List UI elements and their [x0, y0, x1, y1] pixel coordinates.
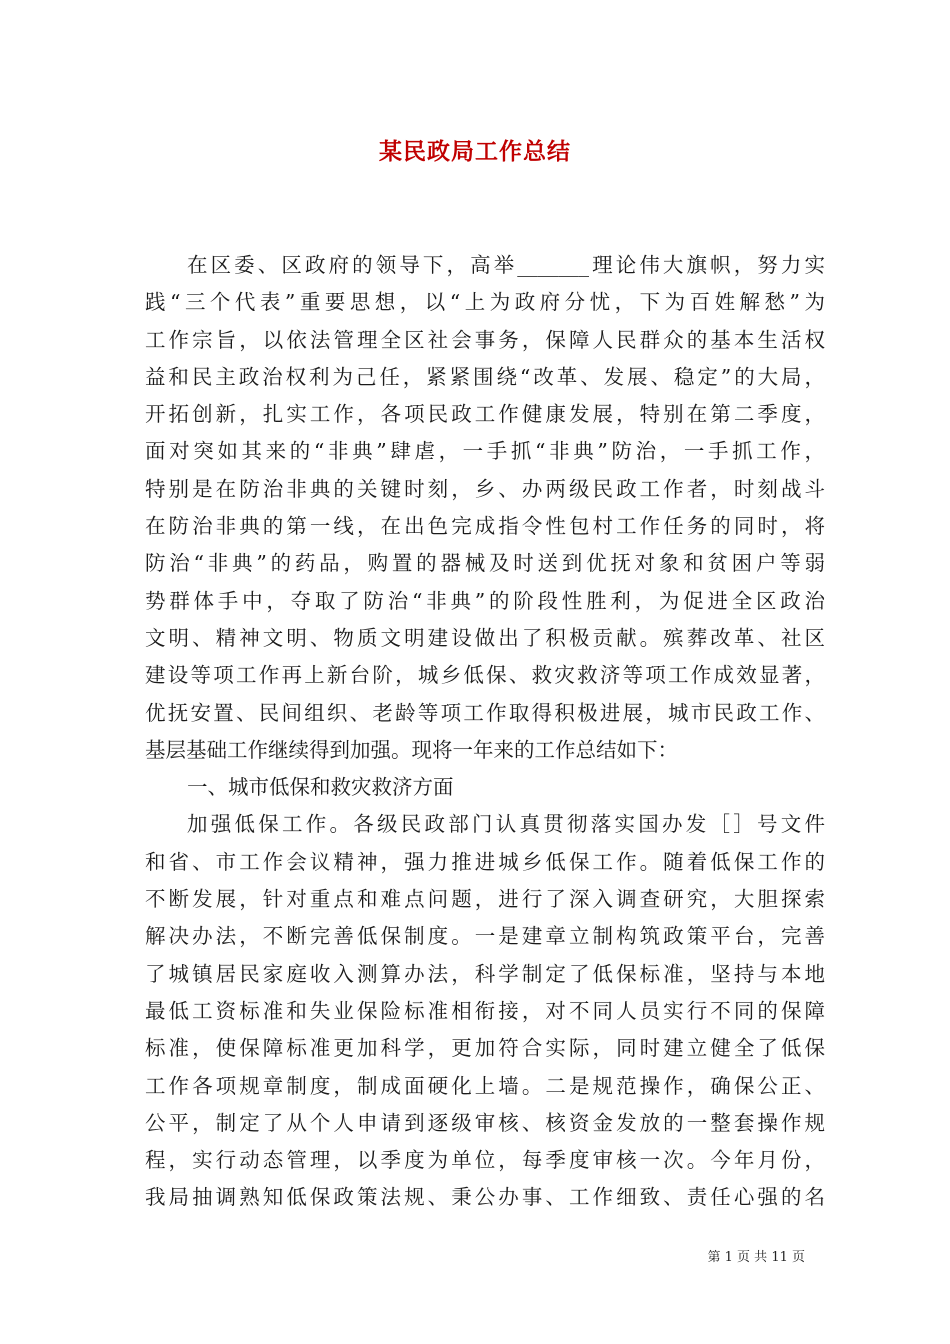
- text-line: 文明、精神文明、物质文明建设做出了积极贡献。殡葬改革、社区: [145, 625, 825, 650]
- text-line: 建设等项工作再上新台阶，城乡低保、救灾救济等项工作成效显著，: [145, 663, 825, 688]
- text-line: 践“三个代表”重要思想，以“上为政府分忧，下为百姓解愁”为: [145, 290, 825, 315]
- text-line: 和省、市工作会议精神，强力推进城乡低保工作。随着低保工作的: [145, 849, 825, 874]
- text-line: 最低工资标准和失业保险标准相衔接，对不同人员实行不同的保障: [145, 998, 825, 1023]
- document-title: 某民政局工作总结: [379, 138, 571, 165]
- text-line: 我局抽调熟知低保政策法规、秉公办事、工作细致、责任心强的名: [145, 1185, 825, 1210]
- text-line: 在区委、区政府的领导下，高举_______理论伟大旗帜，努力实: [187, 253, 825, 277]
- text-line: 程，实行动态管理，以季度为单位，每季度审核一次。今年月份，: [145, 1148, 825, 1173]
- text-line: 面对突如其来的“非典”肆虐，一手抓“非典”防治，一手抓工作，: [145, 439, 825, 464]
- text-line: 工作宗旨，以依法管理全区社会事务，保障人民群众的基本生活权: [145, 327, 825, 352]
- text-line: 在防治非典的第一线，在出色完成指令性包村工作任务的同时，将: [145, 514, 825, 539]
- text-line: 不断发展，针对重点和难点问题，进行了深入调查研究，大胆探索: [145, 887, 825, 912]
- page-number: 第 1 页 共 11 页: [707, 1250, 805, 1265]
- text-line: 解决办法，不断完善低保制度。一是建章立制构筑政策平台，完善: [145, 924, 825, 949]
- text-line: 了城镇居民家庭收入测算办法，科学制定了低保标准，坚持与本地: [145, 961, 825, 986]
- text-line: 基层基础工作继续得到加强。现将一年来的工作总结如下：: [145, 737, 678, 762]
- text-line: 益和民主政治权利为己任，紧紧围绕“改革、发展、稳定”的大局，: [145, 364, 825, 389]
- text-line: 特别是在防治非典的关键时刻，乡、办两级民政工作者，时刻战斗: [145, 476, 825, 501]
- text-line: 公平，制定了从个人申请到逐级审核、核资金发放的一整套操作规: [145, 1110, 825, 1135]
- text-line: 工作各项规章制度，制成面硬化上墙。二是规范操作，确保公正、: [145, 1073, 825, 1098]
- body-text: [145, 247, 825, 1217]
- text-line: 优抚安置、民间组织、老龄等项工作取得积极进展，城市民政工作、: [145, 700, 825, 725]
- section-heading: 一、城市低保和救灾救济方面: [187, 775, 454, 800]
- text-line: 防治“非典”的药品，购置的器械及时送到优抚对象和贫困户等弱: [145, 551, 825, 576]
- text-line: 标准，使保障标准更加科学，更加符合实际，同时建立健全了低保: [145, 1036, 825, 1061]
- text-line: 势群体手中，夺取了防治“非典”的阶段性胜利，为促进全区政治: [145, 588, 825, 613]
- text-line: 开拓创新，扎实工作，各项民政工作健康发展，特别在第二季度，: [145, 402, 825, 427]
- text-line: 加强低保工作。各级民政部门认真贯彻落实国办发［］号文件: [187, 812, 825, 837]
